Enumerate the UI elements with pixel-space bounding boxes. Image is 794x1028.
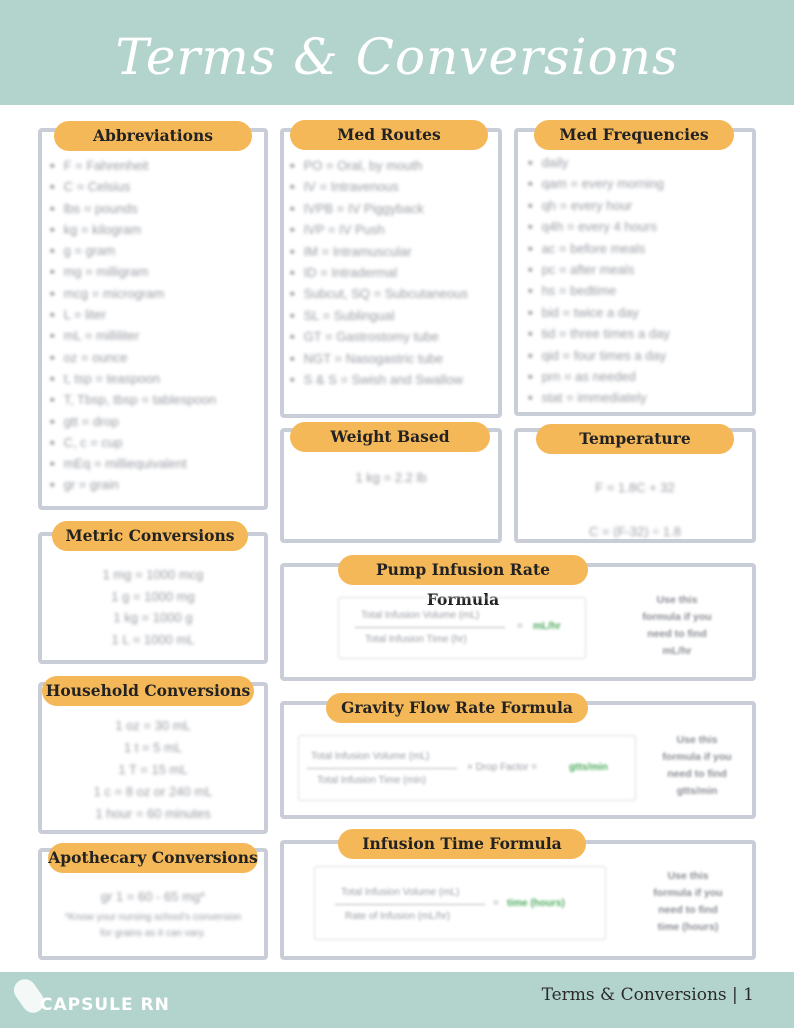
weight-based-title: Weight Based xyxy=(290,422,490,452)
apothecary-conversions-lines xyxy=(38,884,268,942)
list-item: • mg = milligram xyxy=(50,261,216,282)
pump-infusion-formula xyxy=(338,597,586,659)
med-frequencies-list xyxy=(528,152,670,409)
page-title: Terms & Conversions xyxy=(115,28,679,86)
list-item: • IVPB = IV Piggyback xyxy=(290,198,468,219)
formula-operator: = xyxy=(517,621,523,632)
abbreviations-title: Abbreviations xyxy=(54,121,252,151)
list-item: • q4h = every 4 hours xyxy=(528,216,670,237)
list-item: • lbs = pounds xyxy=(50,198,216,219)
conversion-line: 1 oz = 30 mL xyxy=(115,718,191,733)
conversion-line: gr 1 = 60 - 65 mg* xyxy=(100,889,206,904)
gravity-flow-title: Gravity Flow Rate Formula xyxy=(326,693,588,723)
conversion-line: C = (F-32) ÷ 1.8 xyxy=(588,524,682,539)
med-routes-list xyxy=(290,155,468,390)
infusion-time-formula xyxy=(314,866,606,940)
pump-infusion-note: Use this formula if you need to find mL/hr xyxy=(642,594,712,657)
list-item: • GT = Gastrostomy tube xyxy=(290,326,468,347)
list-item: • prn = as needed xyxy=(528,366,670,387)
temperature-lines xyxy=(514,466,756,554)
conversion-line: 1 g = 1000 mg xyxy=(111,588,195,604)
list-item: • g = gram xyxy=(50,240,216,261)
list-item: • qh = every hour xyxy=(528,195,670,216)
list-item: • mL = milliliter xyxy=(50,325,216,346)
conversion-line: F = 1.8C + 32 xyxy=(595,480,675,495)
list-item: • gr = grain xyxy=(50,474,216,495)
formula-numerator: Total Infusion Volume (mL) xyxy=(311,751,430,762)
household-conversions-lines xyxy=(38,715,268,825)
gravity-flow-note: Use this formula if you need to find gtts/min xyxy=(662,734,732,797)
list-item: • T, Tbsp, tbsp = tablespoon xyxy=(50,389,216,410)
household-conversions-title: Household Conversions xyxy=(42,676,254,706)
list-item: • ac = before meals xyxy=(528,238,670,259)
temperature-title: Temperature xyxy=(536,424,734,454)
infusion-time-note: Use this formula if you need to find time (hours) xyxy=(653,870,723,933)
list-item: • F = Fahrenheit xyxy=(50,155,216,176)
formula-result: mL/hr xyxy=(533,621,561,632)
conversion-line: 1 c = 8 oz or 240 mL xyxy=(93,784,213,799)
list-item: • ID = Intradermal xyxy=(290,262,468,283)
conversion-line: 1 hour = 60 minutes xyxy=(95,806,211,821)
list-item: • IV = Intravenous xyxy=(290,176,468,197)
metric-conversions-title: Metric Conversions xyxy=(52,521,248,551)
formula-operator: = xyxy=(493,898,499,909)
med-frequencies-title: Med Frequencies xyxy=(534,120,734,150)
conversion-line: 1 t = 5 mL xyxy=(123,740,183,755)
apothecary-conversions-title: Apothecary Conversions xyxy=(48,843,258,873)
list-item: • mcg = microgram xyxy=(50,283,216,304)
fraction-bar xyxy=(335,904,485,905)
formula-numerator: Total Infusion Volume (mL) xyxy=(361,610,480,621)
conversion-line: 1 kg = 2.2 lb xyxy=(355,470,427,485)
footnote-line: for grains as it can vary. xyxy=(100,928,206,939)
footnote-line: *Know your nursing school's conversion xyxy=(64,912,242,923)
conversion-line: 1 mg = 1000 mcg xyxy=(102,567,204,582)
list-item: • gtt = drop xyxy=(50,411,216,432)
list-item: • SL = Sublingual xyxy=(290,305,468,326)
formula-denominator: Total Infusion Time (hr) xyxy=(365,634,467,645)
list-item: • stat = immediately xyxy=(528,387,670,408)
conversion-line: 1 kg = 1000 g xyxy=(113,610,193,625)
list-item: • kg = kilogram xyxy=(50,219,216,240)
list-item: • daily xyxy=(528,152,670,173)
med-routes-title: Med Routes xyxy=(290,120,488,150)
fraction-bar xyxy=(307,768,457,769)
conversion-line: 1 L = 1000 mL xyxy=(111,631,195,647)
list-item: • NGT = Nasogastric tube xyxy=(290,348,468,369)
brand-logo: CAPSULE RN xyxy=(40,995,170,1015)
gravity-flow-formula xyxy=(298,735,636,801)
list-item: • mEq = milliequivalent xyxy=(50,453,216,474)
pump-infusion-title: Pump Infusion Rate Formula xyxy=(338,555,588,585)
infusion-time-title: Infusion Time Formula xyxy=(338,829,586,859)
list-item: • tid = three times a day xyxy=(528,323,670,344)
list-item: • L = liter xyxy=(50,304,216,325)
list-item: • qid = four times a day xyxy=(528,345,670,366)
formula-result: gtts/min xyxy=(569,762,608,773)
list-item: • t, tsp = teaspoon xyxy=(50,368,216,389)
metric-conversions-lines xyxy=(38,564,268,650)
list-item: • pc = after meals xyxy=(528,259,670,280)
list-item: • C = Celsius xyxy=(50,176,216,197)
list-item: • oz = ounce xyxy=(50,347,216,368)
footer-page-label: Terms & Conversions | 1 xyxy=(541,985,754,1005)
list-item: • C, c = cup xyxy=(50,432,216,453)
formula-numerator: Total Infusion Volume (mL) xyxy=(341,887,460,898)
formula-denominator: Rate of Infusion (mL/hr) xyxy=(345,911,451,922)
formula-operator: × Drop Factor = xyxy=(467,762,538,773)
formula-denominator: Total Infusion Time (min) xyxy=(317,775,426,786)
list-item: • hs = bedtime xyxy=(528,280,670,301)
conversion-line: 1 T = 15 mL xyxy=(118,762,188,777)
list-item: • qam = every morning xyxy=(528,173,670,194)
list-item: • PO = Oral, by mouth xyxy=(290,155,468,176)
weight-based-lines xyxy=(280,470,502,485)
list-item: • Subcut, SQ = Subcutaneous xyxy=(290,283,468,304)
formula-result: time (hours) xyxy=(507,898,565,909)
abbreviations-list xyxy=(50,155,216,496)
fraction-bar xyxy=(355,627,505,628)
list-item: • IM = Intramuscular xyxy=(290,241,468,262)
list-item: • IVP = IV Push xyxy=(290,219,468,240)
list-item: • bid = twice a day xyxy=(528,302,670,323)
list-item: • S & S = Swish and Swallow xyxy=(290,369,468,390)
